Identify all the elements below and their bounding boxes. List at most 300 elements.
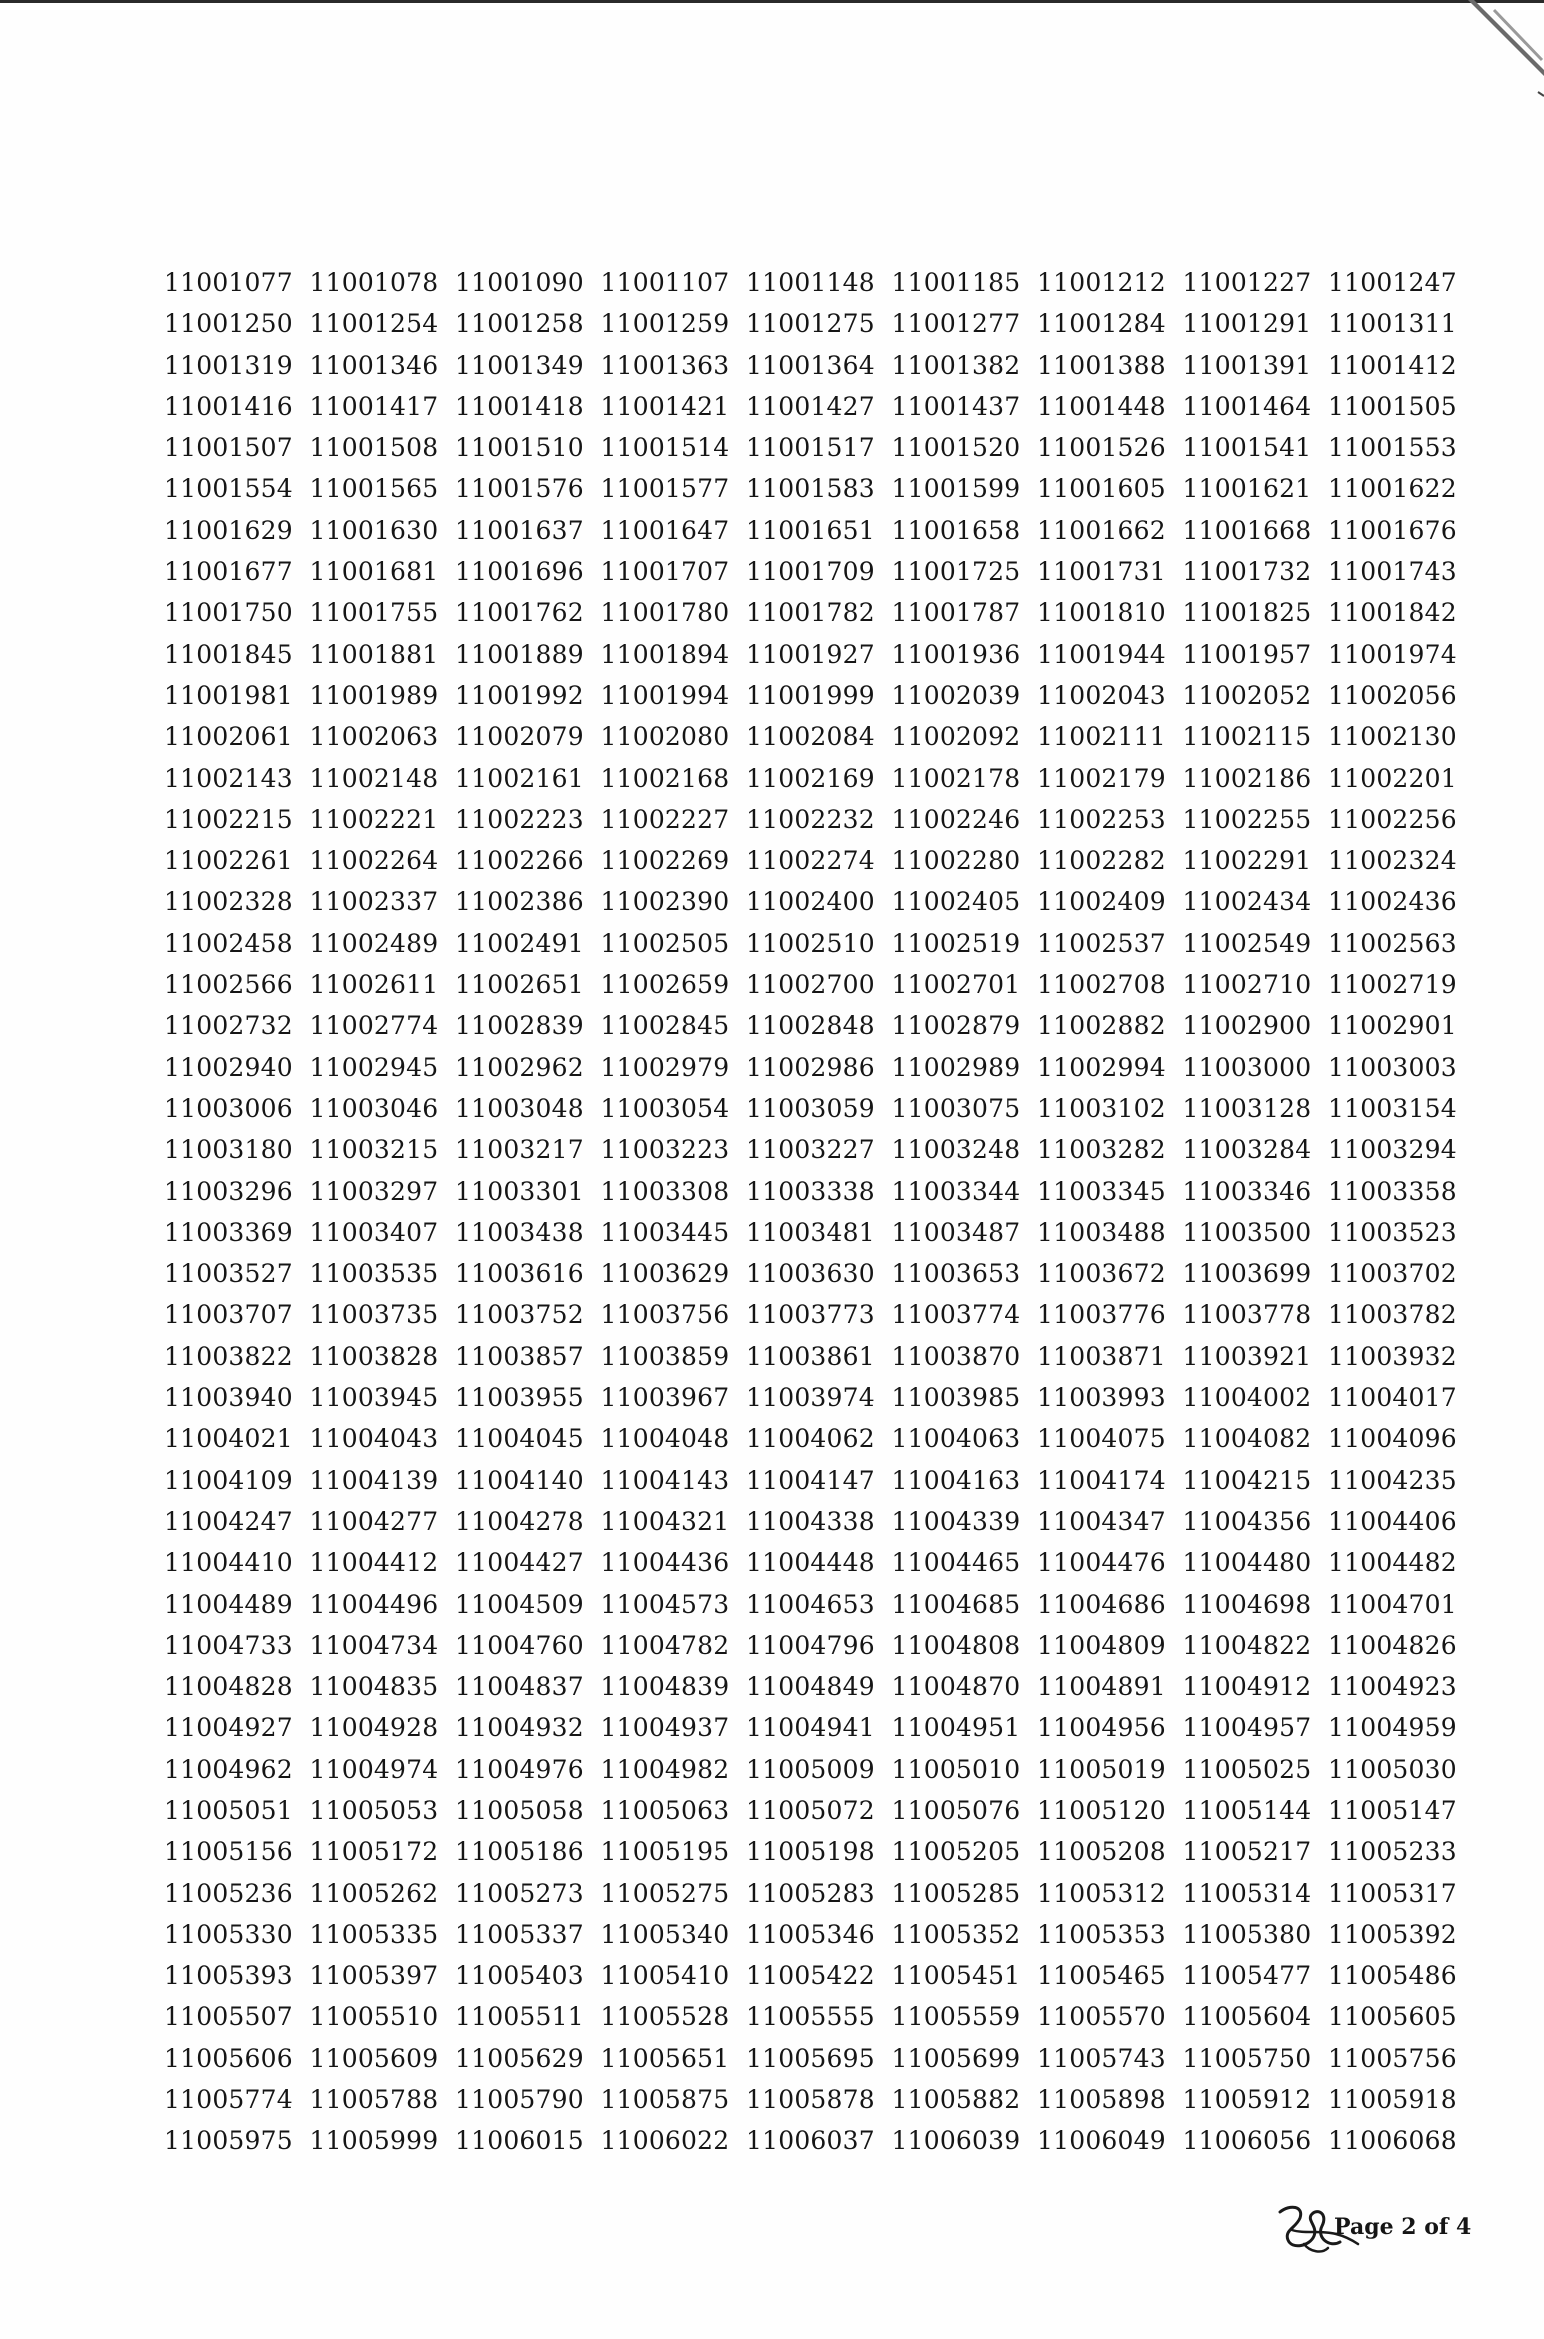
roll-number-cell: 11004448 bbox=[746, 1548, 875, 1578]
roll-number-cell: 11001676 bbox=[1328, 515, 1457, 545]
roll-number-cell: 11001583 bbox=[746, 474, 875, 504]
roll-number-cell: 11005555 bbox=[746, 2002, 875, 2032]
roll-number-cell: 11003871 bbox=[1037, 1341, 1166, 1371]
roll-number-cell: 11001517 bbox=[746, 433, 875, 463]
roll-number-cell: 11003653 bbox=[891, 1259, 1021, 1289]
roll-number-cell: 11001346 bbox=[309, 350, 439, 380]
roll-number-cell: 11001520 bbox=[891, 433, 1021, 463]
roll-number-cell: 11003301 bbox=[455, 1176, 584, 1206]
roll-number-cell: 11004406 bbox=[1328, 1506, 1457, 1536]
roll-number-cell: 11004698 bbox=[1182, 1589, 1312, 1619]
roll-number-cell: 11005507 bbox=[164, 2002, 293, 2032]
roll-number-cell: 11002255 bbox=[1182, 804, 1312, 834]
roll-number-cell: 11001957 bbox=[1182, 639, 1312, 669]
roll-number-cell: 11002434 bbox=[1182, 887, 1312, 917]
roll-number-cell: 11003294 bbox=[1328, 1135, 1457, 1165]
roll-number-cell: 11002291 bbox=[1182, 846, 1312, 876]
roll-number-cell: 11005477 bbox=[1182, 1961, 1312, 1991]
roll-number-cell: 11001842 bbox=[1328, 598, 1457, 628]
roll-number-cell: 11003857 bbox=[455, 1341, 584, 1371]
roll-number-cell: 11005236 bbox=[164, 1878, 293, 1908]
roll-number-cell: 11001364 bbox=[746, 350, 875, 380]
roll-number-cell: 11004277 bbox=[309, 1506, 439, 1536]
roll-number-cell: 11006068 bbox=[1328, 2126, 1457, 2156]
roll-number-cell: 11004826 bbox=[1328, 1630, 1457, 1660]
roll-number-cell: 11004247 bbox=[164, 1506, 293, 1536]
roll-number-cell: 11004338 bbox=[746, 1506, 875, 1536]
roll-number-cell: 11004235 bbox=[1328, 1465, 1457, 1495]
roll-number-cell: 11001277 bbox=[891, 309, 1021, 339]
roll-number-cell: 11005511 bbox=[455, 2002, 584, 2032]
roll-number-cell: 11002063 bbox=[309, 722, 439, 752]
roll-number-cell: 11004734 bbox=[309, 1630, 439, 1660]
roll-number-cell: 11002223 bbox=[455, 804, 584, 834]
roll-number-cell: 11002111 bbox=[1037, 722, 1166, 752]
roll-number-cell: 11002269 bbox=[600, 846, 730, 876]
roll-number-cell: 11005275 bbox=[600, 1878, 730, 1908]
roll-number-cell: 11002261 bbox=[164, 846, 293, 876]
roll-number-cell: 11001889 bbox=[455, 639, 584, 669]
roll-number-cell: 11003870 bbox=[891, 1341, 1021, 1371]
roll-number-cell: 11001107 bbox=[600, 268, 730, 297]
roll-number-cell: 11005756 bbox=[1328, 2043, 1457, 2073]
roll-number-cell: 11001418 bbox=[455, 391, 584, 421]
roll-number-cell: 11001621 bbox=[1182, 474, 1312, 504]
roll-number-cell: 11005750 bbox=[1182, 2043, 1312, 2073]
roll-number-cell: 11005352 bbox=[891, 1919, 1021, 1949]
roll-number-cell: 11004701 bbox=[1328, 1589, 1457, 1619]
roll-number-cell: 11003338 bbox=[746, 1176, 875, 1206]
roll-number-cell: 11003075 bbox=[891, 1093, 1021, 1123]
roll-number-cell: 11005882 bbox=[891, 2085, 1021, 2115]
roll-number-cell: 11002328 bbox=[164, 887, 293, 917]
roll-number-cell: 11002510 bbox=[746, 928, 875, 958]
roll-number-cell: 11005790 bbox=[455, 2085, 584, 2115]
roll-number-cell: 11005743 bbox=[1037, 2043, 1166, 2073]
roll-number-cell: 11003223 bbox=[600, 1135, 730, 1165]
roll-number-cell: 11002405 bbox=[891, 887, 1021, 917]
roll-number-cell: 11001637 bbox=[455, 515, 584, 545]
roll-number-cell: 11002324 bbox=[1328, 846, 1457, 876]
roll-number-cell: 11004048 bbox=[600, 1424, 730, 1454]
roll-number-cell: 11002179 bbox=[1037, 763, 1166, 793]
roll-number-cell: 11001927 bbox=[746, 639, 875, 669]
roll-number-cell: 11004174 bbox=[1037, 1465, 1166, 1495]
roll-number-cell: 11001541 bbox=[1182, 433, 1312, 463]
roll-number-cell: 11003774 bbox=[891, 1300, 1021, 1330]
roll-number-cell: 11005393 bbox=[164, 1961, 293, 1991]
roll-number-cell: 11001731 bbox=[1037, 557, 1166, 587]
roll-number-cell: 11004021 bbox=[164, 1424, 293, 1454]
roll-number-cell: 11005695 bbox=[746, 2043, 875, 2073]
roll-number-cell: 11005422 bbox=[746, 1961, 875, 1991]
roll-number-cell: 11002986 bbox=[746, 1052, 875, 1082]
roll-number-cell: 11004923 bbox=[1328, 1672, 1457, 1702]
roll-number-cell: 11001505 bbox=[1328, 391, 1457, 421]
roll-number-cell: 11004959 bbox=[1328, 1713, 1457, 1743]
roll-number-cell: 11003735 bbox=[309, 1300, 439, 1330]
roll-number-cell: 11002848 bbox=[746, 1011, 875, 1041]
roll-number-cell: 11001212 bbox=[1037, 268, 1166, 297]
roll-number-cell: 11003296 bbox=[164, 1176, 293, 1206]
roll-number-cell: 11005317 bbox=[1328, 1878, 1457, 1908]
roll-number-cell: 11005651 bbox=[600, 2043, 730, 2073]
roll-number-cell: 11001936 bbox=[891, 639, 1021, 669]
roll-number-cell: 11002845 bbox=[600, 1011, 730, 1041]
roll-number-cell: 11002264 bbox=[309, 846, 439, 876]
roll-number-cell: 11001417 bbox=[309, 391, 439, 421]
roll-number-cell: 11004163 bbox=[891, 1465, 1021, 1495]
roll-number-cell: 11004951 bbox=[891, 1713, 1021, 1743]
roll-number-cell: 11004339 bbox=[891, 1506, 1021, 1536]
roll-number-cell: 11005144 bbox=[1182, 1795, 1312, 1825]
roll-number-cell: 11005392 bbox=[1328, 1919, 1457, 1949]
roll-number-cell: 11002386 bbox=[455, 887, 584, 917]
roll-number-cell: 11003227 bbox=[746, 1135, 875, 1165]
page-total: 4 bbox=[1456, 2214, 1472, 2240]
roll-number-cell: 11004109 bbox=[164, 1465, 293, 1495]
roll-number-cell: 11002079 bbox=[455, 722, 584, 752]
roll-number-cell: 11005699 bbox=[891, 2043, 1021, 2073]
roll-number-cell: 11001382 bbox=[891, 350, 1021, 380]
roll-number-cell: 11005019 bbox=[1037, 1754, 1166, 1784]
roll-number-cell: 11001258 bbox=[455, 309, 584, 339]
roll-number-cell: 11002143 bbox=[164, 763, 293, 793]
roll-number-cell: 11004809 bbox=[1037, 1630, 1166, 1660]
roll-number-cell: 11005314 bbox=[1182, 1878, 1312, 1908]
roll-number-cell: 11005340 bbox=[600, 1919, 730, 1949]
roll-number-cell: 11003523 bbox=[1328, 1217, 1457, 1247]
roll-number-cell: 11001881 bbox=[309, 639, 439, 669]
roll-number-cell: 11002611 bbox=[309, 970, 439, 1000]
roll-number-cell: 11005195 bbox=[600, 1837, 730, 1867]
roll-number-cell: 11001989 bbox=[309, 680, 439, 710]
roll-number-cell: 11003985 bbox=[891, 1383, 1021, 1413]
roll-number-cell: 11004941 bbox=[746, 1713, 875, 1743]
roll-number-cell: 11003407 bbox=[309, 1217, 439, 1247]
roll-number-cell: 11004835 bbox=[309, 1672, 439, 1702]
roll-number-cell: 11001437 bbox=[891, 391, 1021, 421]
roll-number-cell: 11002253 bbox=[1037, 804, 1166, 834]
roll-number-cell: 11004974 bbox=[309, 1754, 439, 1784]
roll-number-cell: 11005353 bbox=[1037, 1919, 1166, 1949]
roll-number-cell: 11001291 bbox=[1182, 309, 1312, 339]
roll-number-cell: 11003048 bbox=[455, 1093, 584, 1123]
roll-number-cell: 11005058 bbox=[455, 1795, 584, 1825]
roll-number-cell: 11001090 bbox=[455, 268, 584, 297]
roll-number-cell: 11001554 bbox=[164, 474, 293, 504]
roll-number-cell: 11005208 bbox=[1037, 1837, 1166, 1867]
roll-number-cell: 11004822 bbox=[1182, 1630, 1312, 1660]
roll-number-cell: 11001668 bbox=[1182, 515, 1312, 545]
roll-number-cell: 11002274 bbox=[746, 846, 875, 876]
roll-number-cell: 11004839 bbox=[600, 1672, 730, 1702]
roll-number-cell: 11005918 bbox=[1328, 2085, 1457, 2115]
roll-number-cell: 11001508 bbox=[309, 433, 439, 463]
roll-number-cell: 11002701 bbox=[891, 970, 1021, 1000]
roll-number-cell: 11001810 bbox=[1037, 598, 1166, 628]
roll-number-cell: 11004082 bbox=[1182, 1424, 1312, 1454]
roll-number-cell: 11006022 bbox=[600, 2126, 730, 2156]
roll-number-cell: 11005528 bbox=[600, 2002, 730, 2032]
roll-number-cell: 11002337 bbox=[309, 887, 439, 917]
roll-number-cell: 11004321 bbox=[600, 1506, 730, 1536]
roll-number-cell: 11005570 bbox=[1037, 2002, 1166, 2032]
roll-number-cell: 11002201 bbox=[1328, 763, 1457, 793]
roll-number-cell: 11001782 bbox=[746, 598, 875, 628]
page-mid: of bbox=[1416, 2214, 1457, 2240]
roll-number-cell: 11001605 bbox=[1037, 474, 1166, 504]
roll-number-cell: 11001599 bbox=[891, 474, 1021, 504]
roll-number-cell: 11002115 bbox=[1182, 722, 1312, 752]
roll-number-cell: 11005072 bbox=[746, 1795, 875, 1825]
roll-number-cell: 11002056 bbox=[1328, 680, 1457, 710]
roll-number-cell: 11002130 bbox=[1328, 722, 1457, 752]
roll-number-cell: 11002945 bbox=[309, 1052, 439, 1082]
roll-number-cell: 11002700 bbox=[746, 970, 875, 1000]
roll-number-cell: 11005774 bbox=[164, 2085, 293, 2115]
roll-number-cell: 11004412 bbox=[309, 1548, 439, 1578]
roll-number-cell: 11003217 bbox=[455, 1135, 584, 1165]
roll-number-cell: 11002708 bbox=[1037, 970, 1166, 1000]
roll-number-cell: 11005337 bbox=[455, 1919, 584, 1949]
roll-number-cell: 11002732 bbox=[164, 1011, 293, 1041]
roll-number-cell: 11001696 bbox=[455, 557, 584, 587]
roll-number-cell: 11002489 bbox=[309, 928, 439, 958]
roll-number-cell: 11001526 bbox=[1037, 433, 1166, 463]
roll-number-cell: 11001750 bbox=[164, 598, 293, 628]
roll-number-cell: 11003358 bbox=[1328, 1176, 1457, 1206]
roll-number-cell: 11002178 bbox=[891, 763, 1021, 793]
roll-number-cell: 11002266 bbox=[455, 846, 584, 876]
roll-number-cell: 11004733 bbox=[164, 1630, 293, 1660]
roll-number-cell: 11001565 bbox=[309, 474, 439, 504]
roll-number-cell: 11003778 bbox=[1182, 1300, 1312, 1330]
roll-number-cell: 11004140 bbox=[455, 1465, 584, 1495]
roll-number-cell: 11002839 bbox=[455, 1011, 584, 1041]
roll-number-cell: 11001391 bbox=[1182, 350, 1312, 380]
roll-number-cell: 11001622 bbox=[1328, 474, 1457, 504]
roll-number-cell: 11004480 bbox=[1182, 1548, 1312, 1578]
roll-number-cell: 11003974 bbox=[746, 1383, 875, 1413]
roll-number-cell: 11002390 bbox=[600, 887, 730, 917]
roll-number-cell: 11002563 bbox=[1328, 928, 1457, 958]
roll-number-cell: 11004278 bbox=[455, 1506, 584, 1536]
roll-number-cell: 11002227 bbox=[600, 804, 730, 834]
roll-number-cell: 11002491 bbox=[455, 928, 584, 958]
roll-number-cell: 11003776 bbox=[1037, 1300, 1166, 1330]
roll-number-cell: 11001412 bbox=[1328, 350, 1457, 380]
roll-number-cell: 11002659 bbox=[600, 970, 730, 1000]
roll-number-cell: 11001448 bbox=[1037, 391, 1166, 421]
roll-number-cell: 11001825 bbox=[1182, 598, 1312, 628]
roll-number-cell: 11005076 bbox=[891, 1795, 1021, 1825]
roll-number-cell: 11005053 bbox=[309, 1795, 439, 1825]
roll-number-cell: 11002719 bbox=[1328, 970, 1457, 1000]
roll-number-cell: 11003702 bbox=[1328, 1259, 1457, 1289]
roll-number-cell: 11004436 bbox=[600, 1548, 730, 1578]
roll-number-cell: 11005410 bbox=[600, 1961, 730, 1991]
roll-number-cell: 11002169 bbox=[746, 763, 875, 793]
roll-number-cell: 11005486 bbox=[1328, 1961, 1457, 1991]
roll-number-cell: 11005912 bbox=[1182, 2085, 1312, 2115]
roll-number-cell: 11003616 bbox=[455, 1259, 584, 1289]
roll-number-cell: 11003154 bbox=[1328, 1093, 1457, 1123]
roll-number-cell: 11004096 bbox=[1328, 1424, 1457, 1454]
roll-number-cell: 11001247 bbox=[1328, 268, 1457, 297]
roll-number-cell: 11001275 bbox=[746, 309, 875, 339]
roll-number-cell: 11005051 bbox=[164, 1795, 293, 1825]
roll-number-cell: 11002458 bbox=[164, 928, 293, 958]
roll-number-cell: 11001681 bbox=[309, 557, 439, 587]
roll-number-cell: 11005559 bbox=[891, 2002, 1021, 2032]
roll-number-cell: 11004147 bbox=[746, 1465, 875, 1495]
roll-number-cell: 11004891 bbox=[1037, 1672, 1166, 1702]
roll-number-cell: 11001148 bbox=[746, 268, 875, 297]
roll-number-cell: 11003752 bbox=[455, 1300, 584, 1330]
roll-number-cell: 11005380 bbox=[1182, 1919, 1312, 1949]
roll-number-cell: 11005330 bbox=[164, 1919, 293, 1949]
roll-number-cell: 11001227 bbox=[1182, 268, 1312, 297]
roll-number-cell: 11002215 bbox=[164, 804, 293, 834]
corner-fold-icon bbox=[1464, 0, 1544, 110]
roll-number-cell: 11006056 bbox=[1182, 2126, 1312, 2156]
roll-number-cell: 11004932 bbox=[455, 1713, 584, 1743]
roll-number-cell: 11004957 bbox=[1182, 1713, 1312, 1743]
roll-number-cell: 11001510 bbox=[455, 433, 584, 463]
roll-number-cell: 11002505 bbox=[600, 928, 730, 958]
top-edge-rule bbox=[0, 0, 1544, 3]
roll-number-cell: 11005120 bbox=[1037, 1795, 1166, 1825]
roll-number-cell: 11005605 bbox=[1328, 2002, 1457, 2032]
roll-number-cell: 11004347 bbox=[1037, 1506, 1166, 1536]
roll-number-cell: 11001894 bbox=[600, 639, 730, 669]
roll-number-cell: 11002519 bbox=[891, 928, 1021, 958]
roll-number-cell: 11005609 bbox=[309, 2043, 439, 2073]
roll-number-cell: 11004782 bbox=[600, 1630, 730, 1660]
roll-number-cell: 11001250 bbox=[164, 309, 293, 339]
roll-number-cell: 11003046 bbox=[309, 1093, 439, 1123]
page-footer bbox=[1270, 2200, 1470, 2260]
roll-number-cell: 11003672 bbox=[1037, 1259, 1166, 1289]
roll-number-cell: 11001349 bbox=[455, 350, 584, 380]
roll-number-cell: 11003782 bbox=[1328, 1300, 1457, 1330]
roll-number-cell: 11005262 bbox=[309, 1878, 439, 1908]
roll-number-cell: 11001992 bbox=[455, 680, 584, 710]
roll-number-cell: 11002940 bbox=[164, 1052, 293, 1082]
roll-number-cell: 11004465 bbox=[891, 1548, 1021, 1578]
roll-number-cell: 11004962 bbox=[164, 1754, 293, 1784]
roll-number-cell: 11001507 bbox=[164, 433, 293, 463]
roll-number-cell: 11003445 bbox=[600, 1217, 730, 1247]
roll-number-cell: 11001319 bbox=[164, 350, 293, 380]
roll-number-cell: 11006015 bbox=[455, 2126, 584, 2156]
roll-number-cell: 11003284 bbox=[1182, 1135, 1312, 1165]
roll-number-cell: 11001077 bbox=[164, 268, 293, 297]
roll-number-cell: 11005397 bbox=[309, 1961, 439, 1991]
roll-number-cell: 11002566 bbox=[164, 970, 293, 1000]
roll-number-cell: 11005604 bbox=[1182, 2002, 1312, 2032]
roll-number-cell: 11003756 bbox=[600, 1300, 730, 1330]
roll-number-cell: 11001662 bbox=[1037, 515, 1166, 545]
roll-number-cell: 11003345 bbox=[1037, 1176, 1166, 1206]
roll-number-cell: 11005606 bbox=[164, 2043, 293, 2073]
roll-number-cell: 11004982 bbox=[600, 1754, 730, 1784]
roll-number-cell: 11003308 bbox=[600, 1176, 730, 1206]
roll-number-cell: 11002549 bbox=[1182, 928, 1312, 958]
roll-number-cell: 11003369 bbox=[164, 1217, 293, 1247]
roll-number-cell: 11003940 bbox=[164, 1383, 293, 1413]
roll-number-cell: 11003707 bbox=[164, 1300, 293, 1330]
roll-number-cell: 11002282 bbox=[1037, 846, 1166, 876]
roll-number-cell: 11003932 bbox=[1328, 1341, 1457, 1371]
roll-number-cell: 11004976 bbox=[455, 1754, 584, 1784]
roll-number-cell: 11001416 bbox=[164, 391, 293, 421]
roll-number-cell: 11002246 bbox=[891, 804, 1021, 834]
roll-number-cell: 11004427 bbox=[455, 1548, 584, 1578]
roll-number-cell: 11004476 bbox=[1037, 1548, 1166, 1578]
roll-number-cell: 11005198 bbox=[746, 1837, 875, 1867]
roll-number-cell: 11005186 bbox=[455, 1837, 584, 1867]
roll-number-cell: 11003180 bbox=[164, 1135, 293, 1165]
roll-number-cell: 11004928 bbox=[309, 1713, 439, 1743]
roll-number-cell: 11001845 bbox=[164, 639, 293, 669]
roll-number-cell: 11002537 bbox=[1037, 928, 1166, 958]
roll-number-cell: 11005465 bbox=[1037, 1961, 1166, 1991]
roll-number-cell: 11004760 bbox=[455, 1630, 584, 1660]
roll-number-cell: 11003921 bbox=[1182, 1341, 1312, 1371]
roll-number-cell: 11005010 bbox=[891, 1754, 1021, 1784]
roll-number-cell: 11002232 bbox=[746, 804, 875, 834]
roll-number-cell: 11005629 bbox=[455, 2043, 584, 2073]
roll-number-cell: 11005063 bbox=[600, 1795, 730, 1825]
roll-number-cell: 11004143 bbox=[600, 1465, 730, 1495]
roll-number-cell: 11001553 bbox=[1328, 433, 1457, 463]
roll-number-cell: 11004912 bbox=[1182, 1672, 1312, 1702]
roll-number-cell: 11002168 bbox=[600, 763, 730, 793]
roll-number-cell: 11002061 bbox=[164, 722, 293, 752]
roll-number-cell: 11003344 bbox=[891, 1176, 1021, 1206]
roll-number-cell: 11003535 bbox=[309, 1259, 439, 1289]
roll-number-cell: 11001647 bbox=[600, 515, 730, 545]
roll-number-cell: 11001944 bbox=[1037, 639, 1166, 669]
roll-number-cell: 11002994 bbox=[1037, 1052, 1166, 1082]
roll-number-cell: 11001630 bbox=[309, 515, 439, 545]
roll-number-cell: 11004956 bbox=[1037, 1713, 1166, 1743]
roll-number-cell: 11001629 bbox=[164, 515, 293, 545]
roll-number-cell: 11001725 bbox=[891, 557, 1021, 587]
roll-number-cell: 11005335 bbox=[309, 1919, 439, 1949]
roll-number-cell: 11005975 bbox=[164, 2126, 293, 2156]
roll-number-cell: 11001577 bbox=[600, 474, 730, 504]
roll-number-cell: 11001078 bbox=[309, 268, 439, 297]
roll-number-cell: 11003955 bbox=[455, 1383, 584, 1413]
roll-number-cell: 11002080 bbox=[600, 722, 730, 752]
roll-number-cell: 11003346 bbox=[1182, 1176, 1312, 1206]
roll-number-cell: 11005999 bbox=[309, 2126, 439, 2156]
roll-number-cell: 11003487 bbox=[891, 1217, 1021, 1247]
roll-number-cell: 11002962 bbox=[455, 1052, 584, 1082]
roll-number-cell: 11001284 bbox=[1037, 309, 1166, 339]
roll-number-cell: 11001743 bbox=[1328, 557, 1457, 587]
roll-number-cell: 11001981 bbox=[164, 680, 293, 710]
roll-number-cell: 11005009 bbox=[746, 1754, 875, 1784]
roll-number-cell: 11006049 bbox=[1037, 2126, 1166, 2156]
roll-number-cell: 11002900 bbox=[1182, 1011, 1312, 1041]
roll-number-cell: 11002901 bbox=[1328, 1011, 1457, 1041]
roll-number-cell: 11001707 bbox=[600, 557, 730, 587]
roll-number-cell: 11002092 bbox=[891, 722, 1021, 752]
